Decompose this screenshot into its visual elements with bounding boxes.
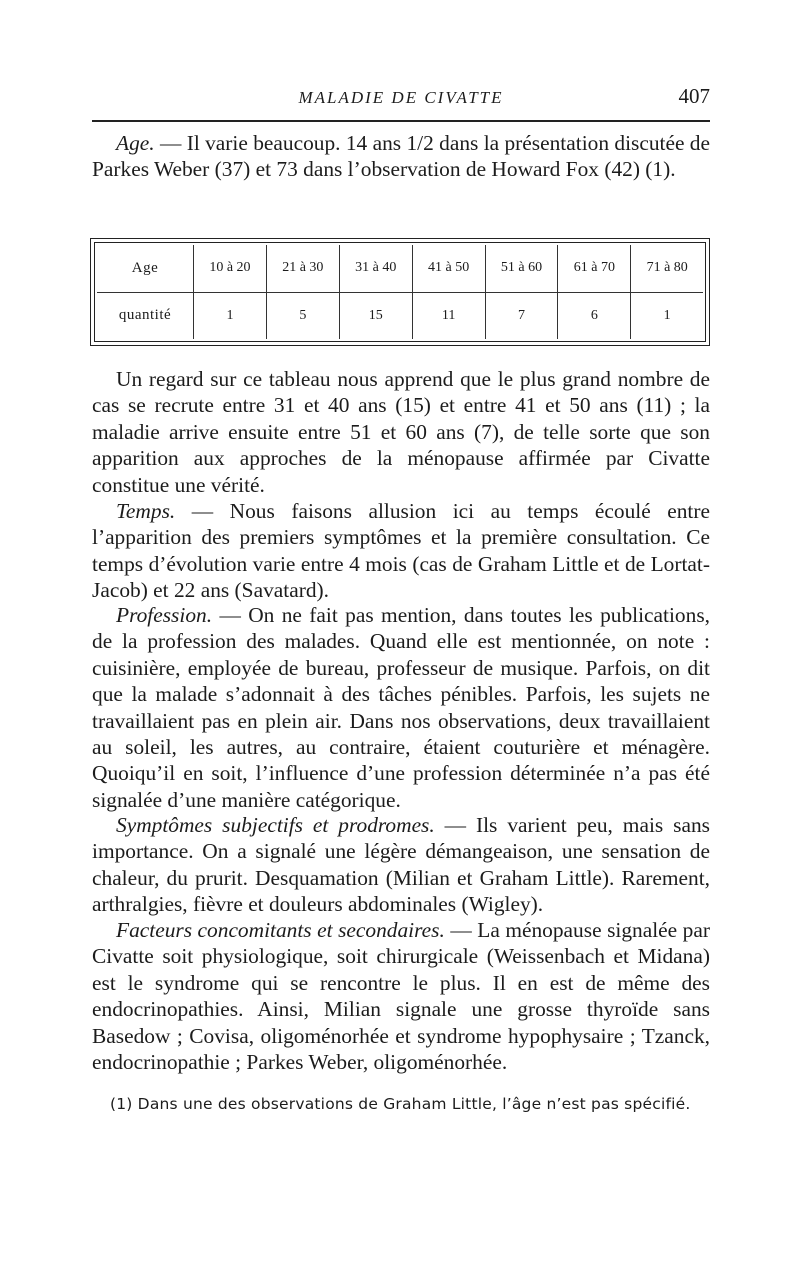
age-distribution-table <box>90 238 710 346</box>
quantity-cell: 1 <box>194 292 267 339</box>
paragraph-temps-text: — Nous faisons allusion ici au temps écoulé entre l’apparition des premiers symptômes et la première consultation. Ce temps d’évolution varie entre 4 mois (cas de Graham Little et de Lortat-Jacob) et 22 ans (Savatard). <box>92 499 710 603</box>
paragraph-profession <box>92 602 710 813</box>
heading-symptomes: Symptômes subjectifs et prodromes. <box>116 813 435 837</box>
heading-age: Age. <box>116 131 155 155</box>
quantity-cell: 5 <box>266 292 339 339</box>
header-rule <box>92 120 710 122</box>
footnote: (1) Dans une des observations de Graham Little, l’âge n’est pas spécifié. <box>110 1095 691 1113</box>
paragraph-age <box>92 130 710 183</box>
age-range-cell: 51 à 60 <box>485 245 558 292</box>
row-label-quantity: quantité <box>118 307 172 324</box>
heading-temps: Temps. <box>116 499 176 523</box>
paragraph-symptomes <box>92 812 710 918</box>
paragraph-temps <box>92 498 710 604</box>
running-head <box>92 78 710 110</box>
heading-facteurs: Facteurs concomitants et secondaires. <box>116 918 445 942</box>
page-number: 407 <box>678 84 710 108</box>
paragraph-symptomes-text: — Ils varient peu, mais sans importance. On a signalé une légère démangeaison, une sensation de chaleur, du prurit. Desquamation (Milian et Graham Little). Rarement, arthralgies, fièvre et douleurs abdominales (Wigley). <box>92 813 710 917</box>
age-range-cell: 31 à 40 <box>339 245 412 292</box>
table-row-age <box>97 245 703 292</box>
quantity-cell: 11 <box>412 292 485 339</box>
age-range-cell: 61 à 70 <box>558 245 631 292</box>
paragraph-profession-text: — On ne fait pas mention, dans toutes les publications, de la profession des malades. Quand elle est mentionnée, on note : cuisinière, employée de bureau, professeur de musique. Parfois, on dit que la malade s’adonnait à des tâches pénibles. Parfois, les sujets ne travaillaient pas en plein air. Dans nos observations, deux travaillaient au soleil, les autres, au contraire, étaient couturière et ménagère. Quoiqu’il en soit, l’influence d’une profession déterminée n’a pas été signalée d’une manière catégorique. <box>92 603 710 812</box>
age-range-cell: 21 à 30 <box>266 245 339 292</box>
running-title: MALADIE DE CIVATTE <box>298 88 504 107</box>
row-label-age: Age <box>97 245 194 292</box>
quantity-cell: 6 <box>558 292 631 339</box>
paragraph-facteurs <box>92 917 710 1075</box>
age-range-cell: 41 à 50 <box>412 245 485 292</box>
quantity-cell: 7 <box>485 292 558 339</box>
quantity-cell: 15 <box>339 292 412 339</box>
heading-profession: Profession. <box>116 603 213 627</box>
paragraph-age-text: — Il varie beaucoup. 14 ans 1/2 dans la présentation discutée de Parkes Weber (37) et 73 dans l’observation de Howard Fox (42) (1). <box>92 131 710 182</box>
paragraph-observation: Un regard sur ce tableau nous apprend que le plus grand nombre de cas se recrute entre 31 et 40 ans (15) et entre 41 et 50 ans (11) ; la maladie arrive ensuite entre 51 et 60 ans (7), de telle sorte que son apparition aux approches de la ménopause affirmée par Civatte constitue une vérité. <box>92 367 710 497</box>
quantity-cell: 1 <box>631 292 703 339</box>
age-range-cell: 71 à 80 <box>631 245 703 292</box>
paragraph-facteurs-text: — La ménopause signalée par Civatte soit physiologique, soit chirurgicale (Weissenbach et Midana) est le syndrome qui se rencontre le plus. Il en est de même des endocrinopathies. Ainsi, Milian signale une grosse thyroïde sans Basedow ; Covisa, oligoménorhée et syndrome hypophysaire ; Tzanck, endocrinopathie ; Parkes Weber, oligoménorhée. <box>92 918 710 1075</box>
age-range-cell: 10 à 20 <box>194 245 267 292</box>
table-row-quantity <box>97 292 703 339</box>
